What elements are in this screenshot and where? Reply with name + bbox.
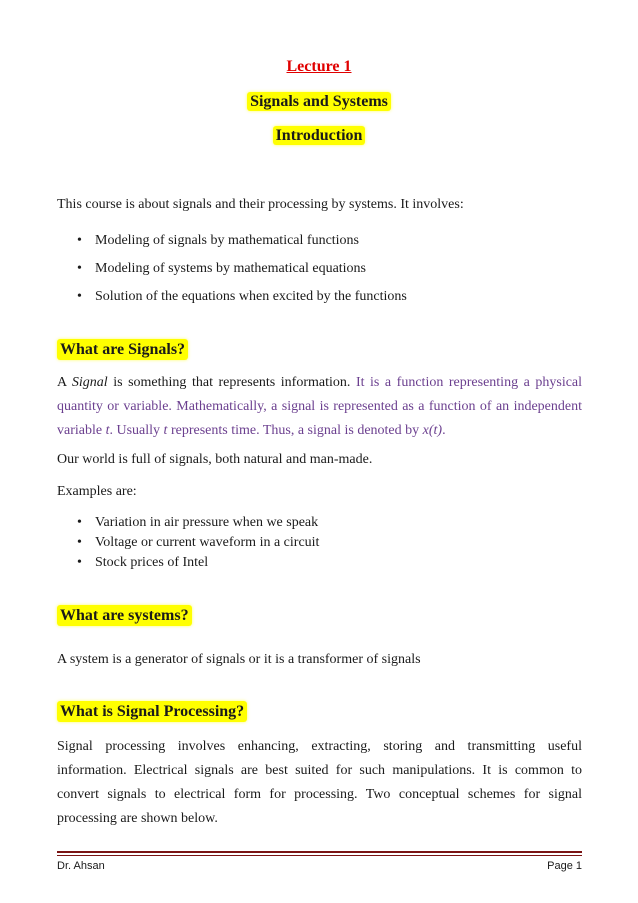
- footer-rule-thick: [57, 851, 582, 853]
- list-item: • Solution of the equations when excited by the functions: [77, 285, 407, 309]
- signals-heading-text: What are Signals?: [57, 339, 188, 360]
- signals-heading: [57, 341, 188, 359]
- footer-page-number: Page 1: [547, 860, 582, 872]
- section-title: [0, 127, 638, 145]
- list-item: • Voltage or current waveform in a circuit: [77, 533, 319, 553]
- list-item: • Stock prices of Intel: [77, 553, 319, 573]
- systems-heading: [57, 607, 192, 625]
- footer-author: Dr. Ahsan: [57, 860, 105, 872]
- intro-bullet-list: [77, 229, 407, 309]
- course-title-text: Signals and Systems: [247, 92, 391, 111]
- signals-world-paragraph: Our world is full of signals, both natural and man-made.: [57, 452, 373, 467]
- intro-paragraph: This course is about signals and their processing by systems. It involves:: [57, 197, 464, 212]
- section-title-text: Introduction: [273, 126, 366, 145]
- course-title: [0, 93, 638, 111]
- footer-rule-thin: [57, 855, 582, 856]
- lecture-title: Lecture 1: [286, 58, 352, 75]
- signals-definition-paragraph: A Signal is something that represents information. It is a function representing a physical quantity or variable. Mathematically, a signal is represented as a function of an independent variable t. Usually t represents time. Thus, a signal is denoted by x(t).: [57, 375, 583, 438]
- examples-bullet-list: [77, 513, 319, 573]
- signal-term: Signal: [71, 375, 108, 390]
- processing-heading: [57, 703, 247, 721]
- systems-heading-text: What are systems?: [57, 605, 192, 626]
- processing-heading-text: What is Signal Processing?: [57, 701, 247, 722]
- list-item: • Modeling of systems by mathematical equations: [77, 257, 407, 281]
- list-item: • Modeling of signals by mathematical functions: [77, 229, 407, 253]
- examples-label: Examples are:: [57, 484, 137, 499]
- systems-paragraph: A system is a generator of signals or it is a transformer of signals: [57, 652, 421, 667]
- processing-paragraph: Signal processing involves enhancing, extracting, storing and transmitting useful information. Electrical signals are best suited for such manipulations. It is common to convert signals to electrical form for processing. Two conceptual schemes for signal processing are shown below.: [57, 739, 582, 826]
- list-item: • Variation in air pressure when we speak: [77, 513, 319, 533]
